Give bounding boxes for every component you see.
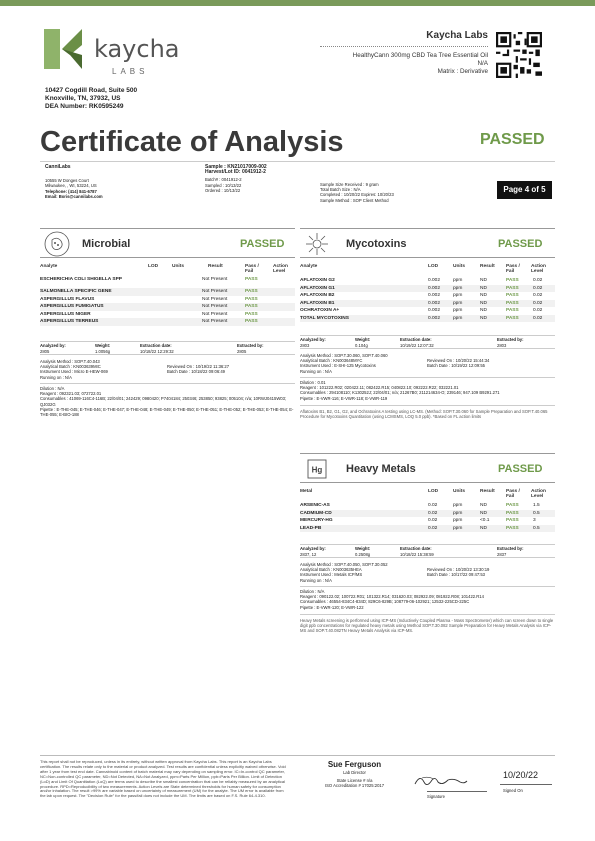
cell-pf: PASS [506,510,519,516]
cell-analyte: OCHRATOXIN A+ [300,308,340,313]
mycotoxins-status: PASSED [498,238,543,250]
dotted-divider [320,46,488,47]
microbial-title: Microbial [82,238,131,250]
table-row: ASPERGILLUS TERREUS Not Present PASS [40,318,295,326]
cell-action: 1.5 [533,503,540,508]
client-info: CanniLabs 10555 W Donges Court Milwaukee, , WI, 53224, US Telephone: (414) 841-6787 Email: Boris@cannilabs.com [45,164,103,199]
cell-pf: PASS [506,525,519,531]
table-row [300,517,555,525]
cell-action: 0.02 [533,278,543,283]
cell-action: 3 [533,518,536,523]
heavy-metals-status: PASSED [498,463,543,475]
cell-analyte: MERCURY-HG [300,518,333,523]
microbe-icon [44,231,70,257]
cell-analyte: AFLATOXIN B2 [300,293,335,298]
heavy-metals-analysis-meta: Analyzed by: 2837, 12 Weight: 0.2508g Extraction date: 10/18/22 15:38:59 Extracted by: 2837 [300,544,555,558]
cell-result: ND [480,525,487,531]
cell-pf: PASS [506,300,519,306]
cell-lod: 0.02 [428,518,438,523]
cell-pf: PASS [506,293,519,298]
heavy-metals-title: Heavy Metals [346,463,416,475]
cell-units: ppm [453,518,463,523]
footer-disclaimer: This report shall not be reproduced, unless in its entirety, without written approval from Kaycha Labs. This report is an Kaycha Labs certification. The results relate only to the material or product analyzed. Test results are confidential unless explicitly waived otherwise. Void after 1 year from test end date. Cannabinoid content of batch material may vary depending on sampling error. IC=In-control QC parameter, NC=Non-controlled QC parameter, ND=Not Detected, NA=Not Analyzed, ppm=Parts Per Million, ppb=Parts Per Billion. Limit of Detection (LoD) and Limit Of Quantitation (LoQ) are terms used to describe the smallest concentration that can be reliably measured by an analytical procedure. RPD=Reproducibility of two measurements. Action Levels are State determined thresholds for human safety for consumption and/or inhalation. The result >99% are variable based on uncertainty of measurement (UM) for the analyte. The UM error is available from the lab upon request. The "Decision Rule" for the pass/fail does not include the UM. The limits are based on F.S. Rule 64-4.310. [40,759,286,799]
cell-result: ND [480,510,487,516]
table-row [300,307,555,315]
microbial-table [40,264,295,326]
mycotoxins-analysis-meta: Analyzed by: 2803 Weight: 0.104g Extraction date: 10/19/22 12:07:32 Extracted by: 2803 [300,335,555,349]
microbial-method-details: Analysis Method : SOP.T.40.043 Analytical Batch : KN003639MIC Instrument Used : Micro E-HEW-069 Running on : N/A Reviewed On : 10/19/22 11:36:27 Batch Date : 10/18/22 09:06:49 Dilution : N/A Reagent : 092321.03; 072722.01 Consumables : 41069-116C4-116B; 22/04/01; 242429; 0980420; P7404184; 250346; 253850; 93825; 005104; n/a; 10RWJ0415W03; QJ032G Pipette : E-THE-045; E-THE-046; E-THE-047; E-THE-048; E-THE-049; E-THE-050; E-THE-051; E-THE-052; E-THE-053; E-THE-054; E-THE-055; E-BIO-188 [40,359,294,418]
cell-units: ppm [453,503,463,508]
cell-pf: PASS [506,285,519,291]
cell-result: ND [480,285,487,291]
signed-on-label: Signed On [503,788,523,793]
cell-analyte: TOTAL MYCOTOXINS [300,315,349,321]
page-title: Certificate of Analysis [40,126,344,158]
table-row [300,300,555,308]
overall-status-badge: PASSED [480,131,545,148]
svg-text:Hg: Hg [311,465,323,475]
table-row [300,315,555,323]
logo-wordmark: kaycha [94,35,180,63]
table-row: ASPERGILLUS FLAVUS Not Present PASS [40,296,258,302]
table-row [300,510,555,518]
table-row [300,502,555,510]
cell-pf: PASS [506,503,519,508]
table-row: SALMONELLA SPECIFIC GENE Not Present PASS [40,288,295,296]
signed-date: 10/20/22 [503,770,539,780]
cell-action: 0.5 [533,510,540,516]
product-info: HealthyCann 300mg CBD Tea Tree Essential Oil N/A Matrix : Derivative [352,52,488,75]
table-header: Metal LOD Units Result Pass / Fail Action Level [300,489,546,499]
heavy-metal-hg-icon [304,456,330,482]
table-header: Analyte LOD Units Result Pass / Fail Action Level [40,264,288,274]
cell-pf: PASS [506,315,519,321]
cell-units: ppm [453,285,463,291]
table-row: ASPERGILLUS NIGER Not Present PASS [40,311,258,317]
cell-units: ppm [453,300,463,306]
cell-units: ppm [453,293,463,298]
signature-image-icon [410,770,470,790]
sample-details: Sample Size Received : 9 gram Total Batch Size : N/A Completed : 10/20/22 Expires: 10/20/23 Sample Method : SOP Client Method [320,182,394,203]
top-accent-bar [0,0,595,6]
cell-result: ND [480,503,487,508]
cell-lod: 0.02 [428,510,438,516]
cell-action: 0.02 [533,293,543,298]
cell-lod: 0.002 [428,315,441,321]
heavy-metals-method-details: Analysis Method : SOP.T.40.050, SOP.T.30.052 Analytical Batch : KN003635HEA Instrument Used : Metals ICP/MS Running on : N/A Reviewed On : 10/20/22 13:30:19 Batch Date : 10/17/22 09:47:53 Dilution : N/A Reagent : 090122.02; 100722.R01; 101322.R14; 031620.03; 082922.09; 081922.R08; 101422.R14 Consumables : 46554-834C4-834D; 829C6-829B; 108779-06-102921; 12532-225CD-225C Pipette : E-VWR-120; E-VWR-122 Heavy Metals screening is performed using ICP-MS (Inductively Coupled Plasma - Mass Spectrometer) which can screen down to single digit ppb concentrations for regulated heavy metals using Method SOP.T.30.082 Sample Preparation for Heavy Metals Analysis via ICP-MS and SOP.T.40.082TN Heavy Metals Analysis via ICP-MS. [300,562,554,634]
mycotoxin-icon [304,231,330,257]
cell-units: ppm [453,315,463,321]
signature-line [427,791,487,792]
signature-label: Signature [427,794,445,799]
divider [40,161,555,162]
microbial-status: PASSED [240,238,285,250]
cell-result: <0.1 [480,518,490,523]
table-row [300,525,555,533]
cell-pf: PASS [506,278,519,283]
table-row: ASPERGILLUS FUMIGATUS Not Present PASS [40,303,295,311]
footer-divider [40,755,555,756]
cell-lod: 0.002 [428,308,441,313]
mycotoxins-table [300,264,555,322]
table-row [300,277,555,285]
table-header: Analyte LOD Units Result Pass / Fail Action Level [300,264,546,274]
sample-info: Sample : KN21017009-002 Harvest/Lot ID: 0041912-2 Batch# : 0041912-2 Sampled : 10/13/22 Ordered : 10/13/22 [205,164,267,193]
cell-result: ND [480,308,487,313]
page-indicator: Page 4 of 5 [497,181,552,199]
mycotoxins-method-details: Analysis Method : SOP.T.30.060, SOP.T.40.060 Analytical Batch : KN003648MYC Instrument Used : E-SHI-125 Mycotoxins Running on : N/A Reviewed On : 10/20/22 15:44:34 Batch Date : 10/19/22 12:09:55 Dilution : 0.01 Reagent : 101222.R02; 020422.11; 082422.R15; 040822.10; 092222.R22; 032221.01 Consumables : 294108110; K130252J; 22/04/01; n/a; 21267B0; 211214634-O; 239146; 947.109 B9291.271 Pipette : E-VWR-116; E-VWR-118; E-VWR-119 Aflatoxins B1, B2, G1, G2, and Ochratoxins A testing using LC-MS. (Method: SOP.T.30.060 for Sample Preparation and SOP.T.40.065 Procedure for Mycotoxins Quantitation (using LCMSMS, LOQ 5.0 ppb). *Based on FL action limits [300,353,555,419]
cell-pf: PASS [506,308,519,313]
cell-lod: 0.002 [428,293,441,298]
cell-analyte: AFLATOXIN B1 [300,300,335,306]
cell-analyte: ARSENIC-AS [300,503,330,508]
cell-lod: 0.002 [428,300,441,306]
cell-lod: 0.02 [428,525,438,531]
cell-pf: PASS [506,518,519,523]
cell-analyte: CADMIUM-CD [300,510,332,516]
table-row [300,285,555,293]
cell-units: ppm [453,525,463,531]
lab-name: Kaycha Labs [426,30,488,41]
microbial-analysis-meta: Analyzed by: 2805 Weight: 1.0056g Extraction date: 10/18/22 12:29:32 Extracted by: 2805 [40,341,295,355]
cell-analyte: AFLATOXIN G2 [300,278,335,283]
cell-action: 0.02 [533,300,543,306]
cell-lod: 0.002 [428,285,441,291]
cell-analyte: AFLATOXIN G1 [300,285,335,291]
cell-units: ppm [453,510,463,516]
cell-action: 0.02 [533,308,543,313]
cell-result: ND [480,278,487,283]
heavy-metals-section-header [300,453,555,483]
cell-analyte: LEAD-PB [300,525,322,531]
table-row [300,292,555,300]
signer-info: Sue Ferguson Lab Director State License # n/a ISO Accreditation # 17025:2017 [324,760,385,789]
cell-units: ppm [453,308,463,313]
table-row: ESCHERICHIA COLI SHIGELLA SPP Not Present PASS [40,277,258,282]
heavy-metals-table [300,489,555,532]
mycotoxins-section-header [300,228,555,258]
microbial-section-header [40,228,295,258]
cell-lod: 0.02 [428,503,438,508]
cell-units: ppm [453,278,463,283]
cell-lod: 0.002 [428,278,441,283]
cell-action: 0.5 [533,525,540,531]
logo-subtitle: LABS [112,67,149,76]
cell-result: ND [480,293,487,298]
cell-result: ND [480,300,487,306]
mycotoxins-title: Mycotoxins [346,238,407,250]
kaycha-k-logo-icon [40,25,88,73]
qr-code-icon[interactable] [496,32,542,78]
kaycha-logo [40,25,190,85]
cell-action: 0.02 [533,285,543,291]
cell-result: ND [480,315,487,321]
date-line [500,784,552,785]
cell-action: 0.02 [533,315,543,321]
lab-address: 10427 Cogdill Road, Suite 500 Knoxville, TN, 37932, US DEA Number: RK0595249 [45,87,138,110]
